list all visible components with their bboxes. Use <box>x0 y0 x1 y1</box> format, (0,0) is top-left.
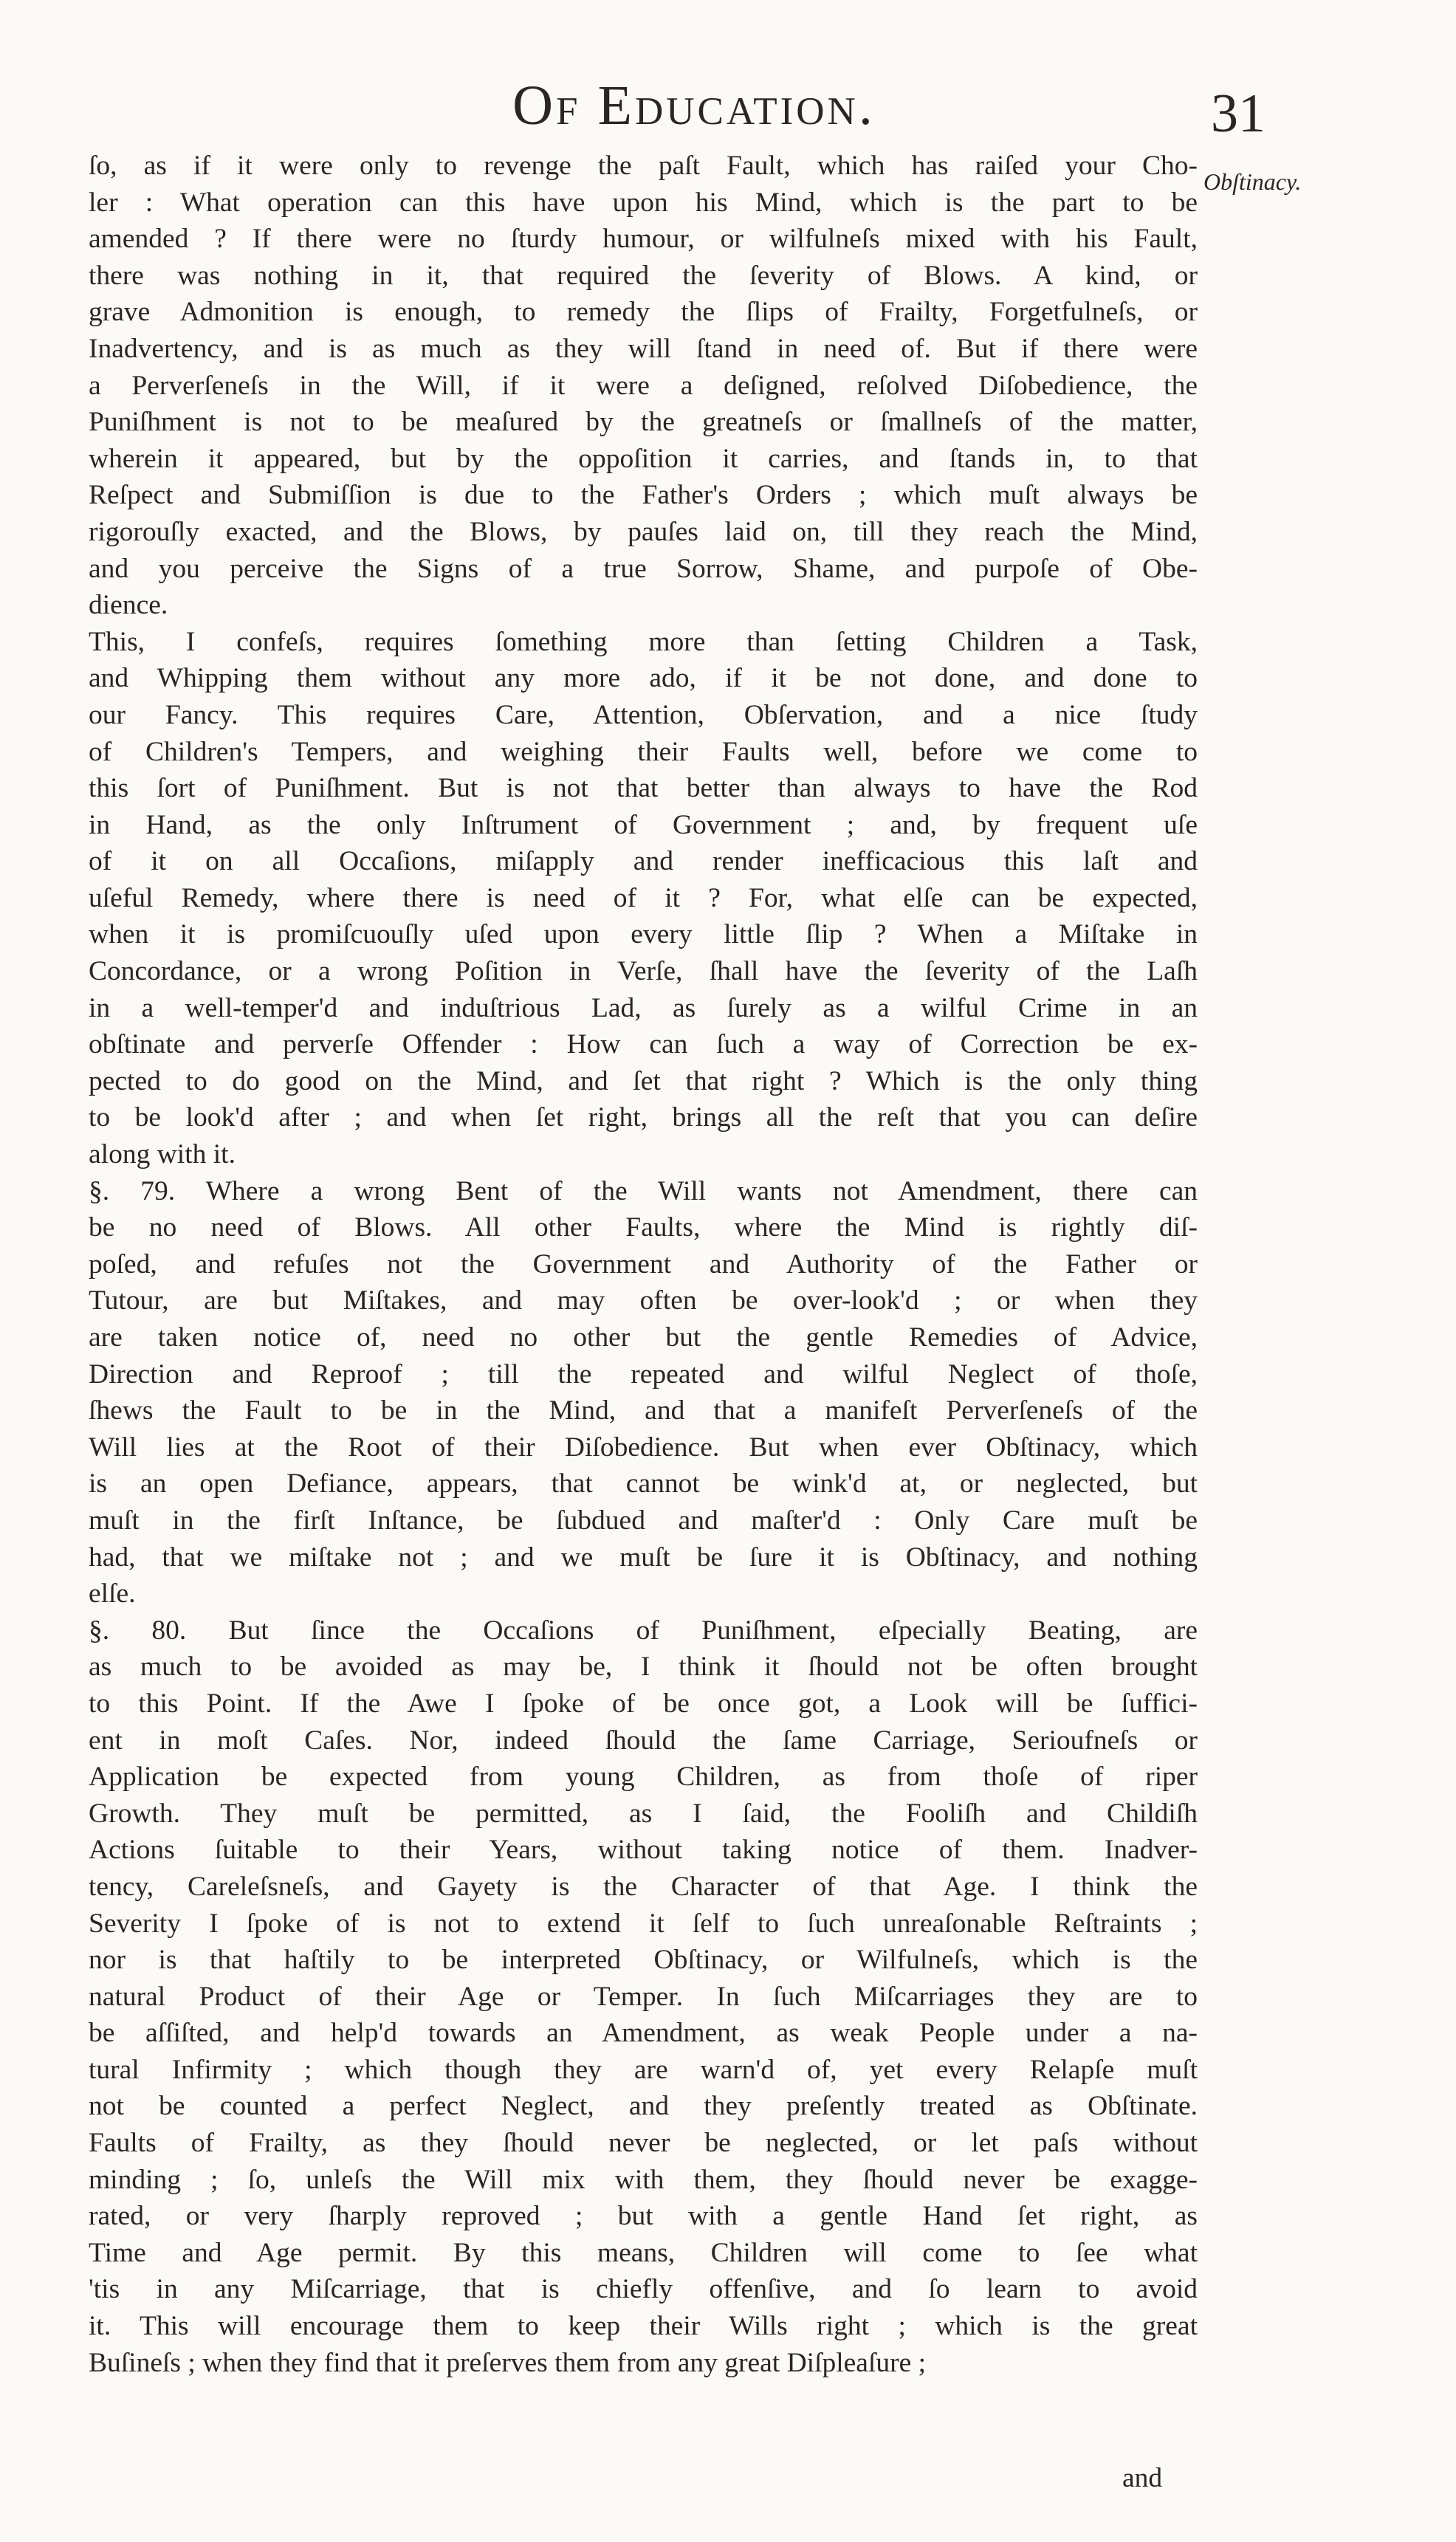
text-line: natural Product of their Age or Temper. In ſuch Miſcarriages they are to <box>89 1981 1198 2012</box>
text-line: nor is that haſtily to be interpreted Obſtinacy, or Wilfulneſs, which is the <box>89 1945 1198 1976</box>
text-line: tency, Careleſsneſs, and Gayety is the Character of that Age. I think the <box>89 1871 1198 1902</box>
text-line: uſeful Remedy, where there is need of it ? For, what elſe can be expected, <box>89 882 1198 913</box>
text-line: Direction and Reproof ; till the repeated and wilful Neglect of thoſe, <box>89 1358 1198 1389</box>
text-line: had, that we miſtake not ; and we muſt be ſure it is Obſtinacy, and nothing <box>89 1542 1198 1573</box>
text-line: ſhews the Fault to be in the Mind, and that a manifeſt Perverſeneſs of the <box>89 1395 1198 1426</box>
text-line: minding ; ſo, unleſs the Will mix with them, they ſhould never be exagge- <box>89 2164 1198 2195</box>
text-line: this ſort of Puniſhment. But is not that better than always to have the Rod <box>89 773 1198 804</box>
text-line: and Whipping them without any more ado, if it be not done, and done to <box>89 663 1198 694</box>
text-line: in a well-temper'd and induſtrious Lad, as ſurely as a wilful Crime in an <box>89 992 1198 1023</box>
text-line: in Hand, as the only Inſtrument of Government ; and, by frequent uſe <box>89 809 1198 840</box>
text-line: Buſineſs ; when they find that it preſerves them from any great Diſpleaſure ; <box>89 2347 927 2378</box>
text-line: not be counted a perfect Neglect, and they preſently treated as Obſtinate. <box>89 2091 1198 2122</box>
text-line: §. 80. But ſince the Occaſions of Puniſhment, eſpecially Beating, are <box>89 1615 1198 1646</box>
text-line: of it on all Occaſions, miſapply and render inefficacious this laſt and <box>89 846 1198 877</box>
text-line: along with it. <box>89 1139 236 1170</box>
text-line: 'tis in any Miſcarriage, that is chiefly offenſive, and ſo learn to avoid <box>89 2274 1198 2305</box>
text-line: rated, or very ſharply reproved ; but with a gentle Hand ſet right, as <box>89 2201 1198 2232</box>
text-line: wherein it appeared, but by the oppoſition it carries, and ſtands in, to that <box>89 443 1198 474</box>
text-line: Inadvertency, and is as much as they will ſtand in need of. But if there were <box>89 333 1198 364</box>
running-title: Of Education. <box>512 75 876 137</box>
text-line: a Perverſeneſs in the Will, if it were a deſigned, reſolved Diſobedience, the <box>89 370 1198 401</box>
text-line: Will lies at the Root of their Diſobedience. But when ever Obſtinacy, which <box>89 1432 1198 1463</box>
text-line: Tutour, are but Miſtakes, and may often be over-look'd ; or when they <box>89 1285 1198 1316</box>
text-line: obſtinate and perverſe Offender : How can ſuch a way of Correction be ex- <box>89 1029 1198 1060</box>
text-line: pected to do good on the Mind, and ſet that right ? Which is the only thing <box>89 1065 1198 1096</box>
text-line: of Children's Tempers, and weighing their Faults well, before we come to <box>89 736 1198 767</box>
margin-note: Obſtinacy. <box>1203 168 1302 195</box>
body-text <box>89 148 1198 2381</box>
catchword: and <box>1122 2463 1163 2493</box>
text-line: Puniſhment is not to be meaſured by the greatneſs or ſmallneſs of the matter, <box>89 407 1198 438</box>
text-line: Reſpect and Submiſſion is due to the Father's Orders ; which muſt always be <box>89 480 1198 511</box>
text-line: muſt in the firſt Inſtance, be ſubdued and maſter'd : Only Care muſt be <box>89 1505 1198 1536</box>
text-line: and you perceive the Signs of a true Sorrow, Shame, and purpoſe of Obe- <box>89 553 1198 584</box>
text-line: Time and Age permit. By this means, Children will come to ſee what <box>89 2237 1198 2268</box>
page-number: 31 <box>1211 83 1266 144</box>
text-line: poſed, and refuſes not the Government and Authority of the Father or <box>89 1248 1198 1279</box>
text-line: be no need of Blows. All other Faults, where the Mind is rightly diſ- <box>89 1212 1198 1243</box>
text-line: there was nothing in it, that required the ſeverity of Blows. A kind, or <box>89 260 1198 291</box>
text-line: it. This will encourage them to keep their Wills right ; which is the great <box>89 2311 1198 2342</box>
text-line: tural Infirmity ; which though they are warn'd of, yet every Relapſe muſt <box>89 2054 1198 2085</box>
text-line: Faults of Frailty, as they ſhould never be neglected, or let paſs without <box>89 2128 1198 2159</box>
text-line: Growth. They muſt be permitted, as I ſaid, the Fooliſh and Childiſh <box>89 1798 1198 1829</box>
text-line: §. 79. Where a wrong Bent of the Will wants not Amendment, there can <box>89 1175 1198 1206</box>
text-line: are taken notice of, need no other but the gentle Remedies of Advice, <box>89 1322 1198 1353</box>
text-line: ler : What operation can this have upon his Mind, which is the part to be <box>89 187 1198 218</box>
page-header <box>0 74 1456 155</box>
text-line: our Fancy. This requires Care, Attention, Obſervation, and a nice ſtudy <box>89 699 1198 730</box>
text-line: ent in moſt Caſes. Nor, indeed ſhould the ſame Carriage, Serioufneſs or <box>89 1725 1198 1756</box>
text-line: as much to be avoided as may be, I think it ſhould not be often brought <box>89 1652 1198 1683</box>
text-line: ſo, as if it were only to revenge the paſt Fault, which has raiſed your Cho- <box>89 151 1198 181</box>
text-line: to be look'd after ; and when ſet right, brings all the reſt that you can deſire <box>89 1102 1198 1133</box>
text-line: This, I confeſs, requires ſomething more than ſetting Children a Task, <box>89 626 1198 657</box>
text-line: be aſſiſted, and help'd towards an Amendment, as weak People under a na- <box>89 2018 1198 2049</box>
text-line: Actions ſuitable to their Years, without taking notice of them. Inadver- <box>89 1835 1198 1866</box>
text-line: rigorouſly exacted, and the Blows, by pauſes laid on, till they reach the Mind, <box>89 516 1198 547</box>
text-line: to this Point. If the Awe I ſpoke of be once got, a Look will be ſuffici- <box>89 1688 1198 1719</box>
text-line: Application be expected from young Children, as from thoſe of riper <box>89 1762 1198 1793</box>
text-line: Severity I ſpoke of is not to extend it ſelf to ſuch unreaſonable Reſtraints ; <box>89 1908 1198 1939</box>
text-line: is an open Defiance, appears, that cannot be wink'd at, or neglected, but <box>89 1468 1198 1500</box>
text-line: elſe. <box>89 1579 136 1610</box>
text-line: grave Admonition is enough, to remedy the ſlips of Frailty, Forgetfulneſs, or <box>89 297 1198 328</box>
text-line: when it is promiſcuouſly uſed upon every little ſlip ? When a Miſtake in <box>89 919 1198 950</box>
text-line: amended ? If there were no ſturdy humour, or wilfulneſs mixed with his Fault, <box>89 224 1198 255</box>
text-line: dience. <box>89 590 168 621</box>
text-line: Concordance, or a wrong Poſition in Verſe, ſhall have the ſeverity of the Laſh <box>89 956 1198 987</box>
